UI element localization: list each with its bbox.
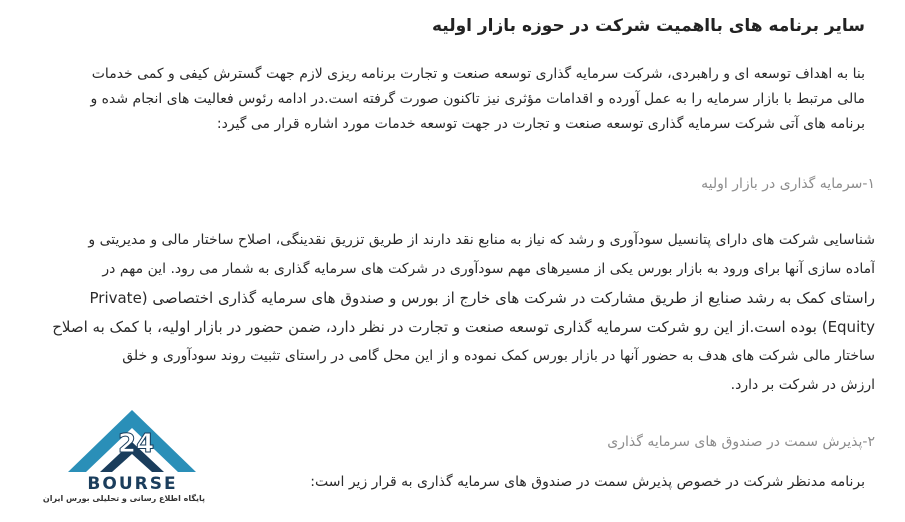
section1-paragraph bbox=[15, 226, 875, 400]
intro-line: برنامه های آتی شرکت سرمایه گذاری توسعه صنعت و تجارت در جهت توسعه خدمات مورد اشاره قرار می گیرد: bbox=[216, 116, 865, 132]
section1-line: ساختار مالی شرکت های هدف به حضور آنها در بازار بورس کمک نموده و از این محل گامی در راستای تثبیت روند سودآوری و خلق bbox=[122, 348, 875, 364]
logo-number: 24 bbox=[118, 429, 155, 459]
section1-line: ارزش در شرکت بر دارد. bbox=[730, 377, 875, 393]
logo-tagline: پایگاه اطلاع رسانی و تحلیلی بورس ایران bbox=[42, 494, 205, 503]
bourse24-logo-mark-icon bbox=[60, 406, 205, 476]
section1-line: شناسایی شرکت های دارای پتانسیل سودآوری و رشد که نیاز به منابع نقد دارند از طریق تزریق نقدینگی، اصلاح ساختار مالی و مدیریتی و bbox=[88, 232, 875, 248]
section2-paragraph bbox=[250, 470, 865, 495]
section1-line: آماده سازی آنها برای ورود به بازار بورس یکی از مسیرهای مهم سودآوری در شرکت های سرمایه گذاری به شمار می رود. این مهم در bbox=[102, 261, 875, 277]
intro-line: مالی مرتبط با بازار سرمایه را به عمل آورده و اقدامات مؤثری نیز تاکنون صورت گرفته است.در ادامه رئوس فعالیت های انجام شده و bbox=[90, 91, 865, 107]
section2-title: ۲-پذیرش سمت در صندوق های سرمایه گذاری bbox=[607, 434, 875, 450]
logo-wordmark: BOURSE bbox=[87, 474, 178, 494]
section1-title: ۱-سرمایه گذاری در بازار اولیه bbox=[701, 176, 875, 192]
intro-paragraph bbox=[40, 62, 865, 137]
bourse24-logo bbox=[42, 406, 205, 512]
section1-line: راستای کمک به رشد صنایع از طریق مشارکت در شرکت های خارج از بورس و صندوق های سرمایه گذاری اختصاصی (Private bbox=[89, 289, 875, 307]
intro-line: بنا به اهداف توسعه ای و راهبردی، شرکت سرمایه گذاری توسعه صنعت و تجارت برنامه ریزی لازم جهت گسترش کیفی و کمی خدمات bbox=[91, 66, 865, 82]
section2-line: برنامه مدنظر شرکت در خصوص پذیرش سمت در صندوق های سرمایه گذاری به قرار زیر است: bbox=[310, 474, 865, 490]
section1-line: Equity) بوده است.از این رو شرکت سرمایه گذاری توسعه صنعت و تجارت در نظر دارد، ضمن حضور در بازار اولیه، با کمک به اصلاح bbox=[52, 318, 875, 336]
section-heading: سایر برنامه های بااهمیت شرکت در حوزه بازار اولیه bbox=[431, 16, 865, 36]
